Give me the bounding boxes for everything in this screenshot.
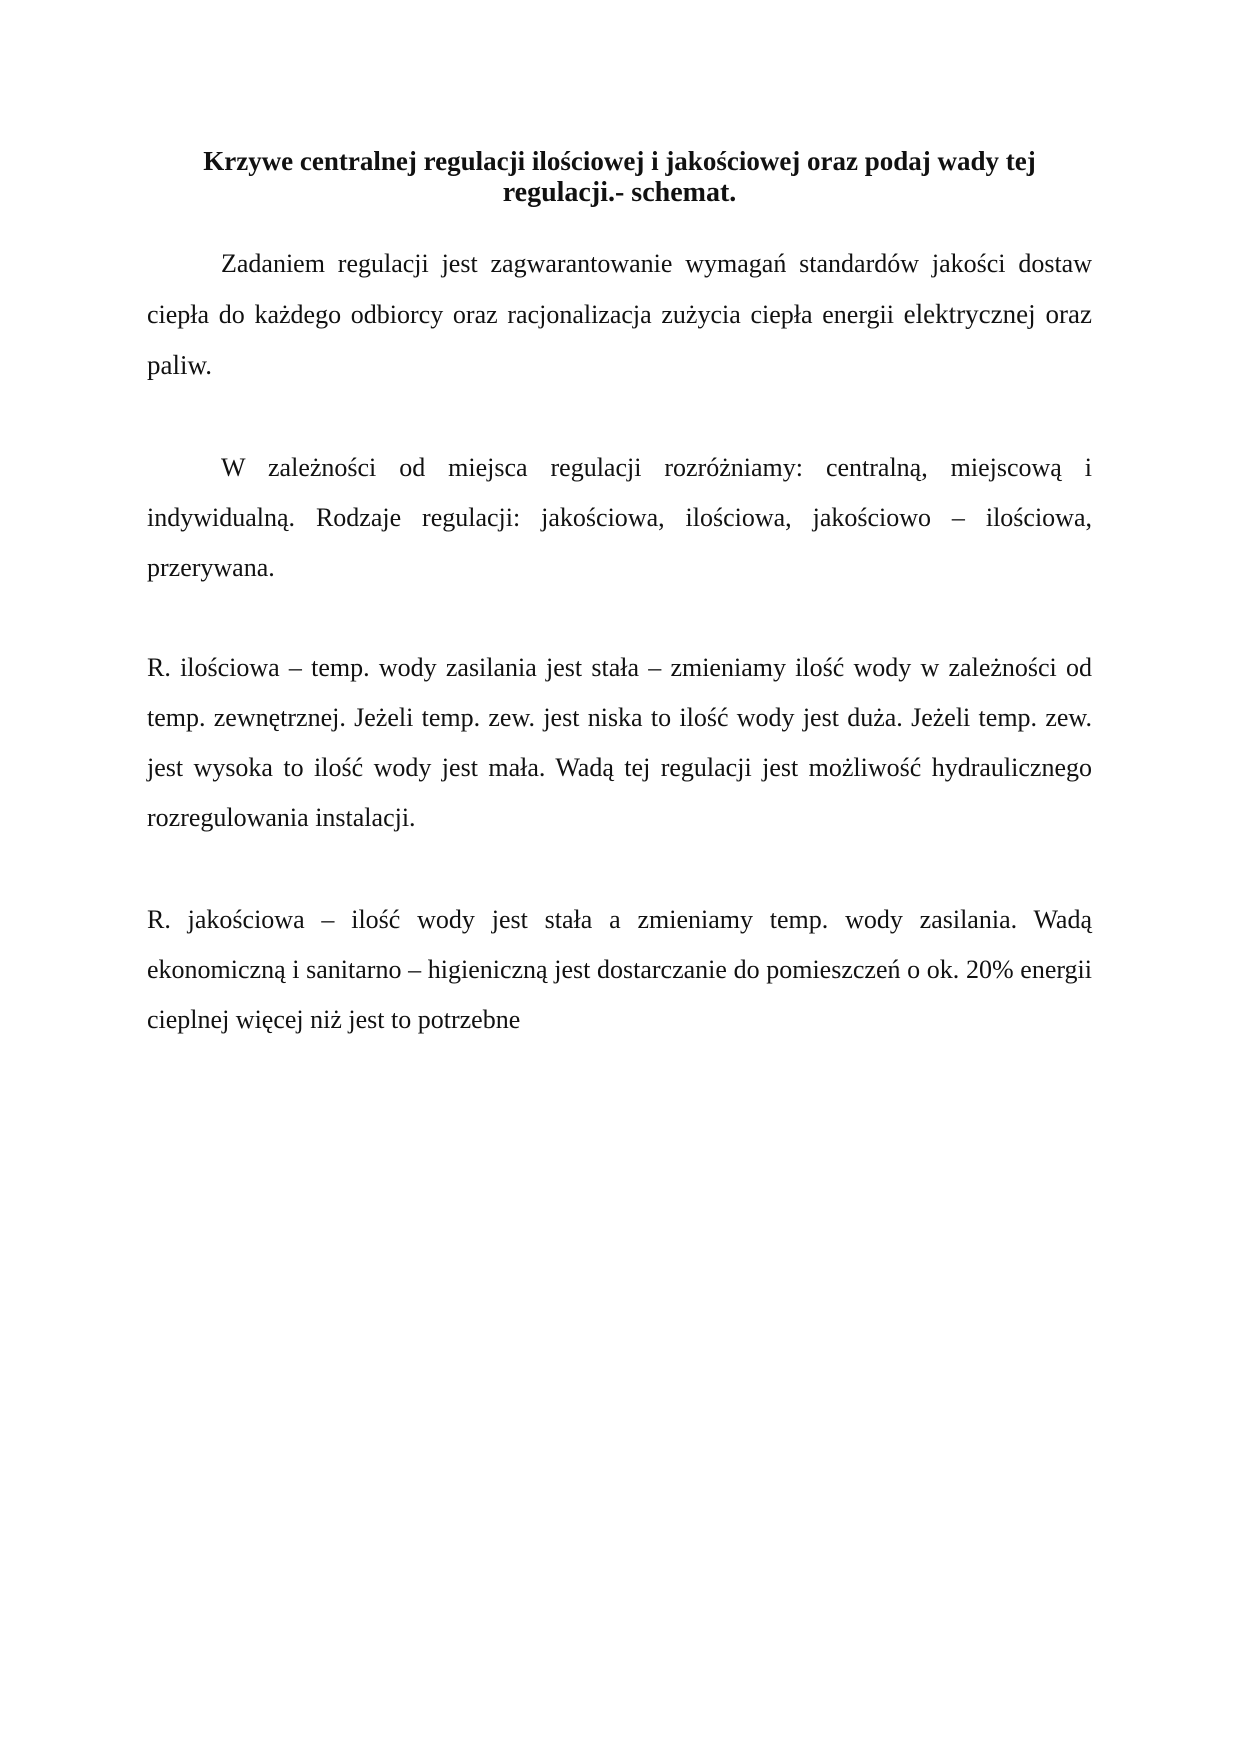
qualitative-regulation-paragraph: R. jakościowa – ilość wody jest stała a zmieniamy temp. wody zasilania. Wadą ekonomiczną i sanitarno – higieniczną jest dostarczanie do pomieszczeń o ok. 20% energii cieplnej więcej niż jest to potrzebne — [147, 905, 1092, 1034]
document-content — [147, 145, 1092, 1045]
intro-paragraph — [147, 239, 1092, 391]
intro-text: Zadaniem regulacji jest zagwarantowanie wymagań standardów jakości dostaw ciepła do każdego odbiorcy oraz racjonalizacja zużycia ciepła energii — [147, 249, 1092, 329]
title-line-2: regulacji.- schemat. — [502, 177, 737, 208]
title-line-1: Krzywe centralnej regulacji ilościowej i jakościowej oraz podaj wady tej — [203, 146, 1036, 176]
intro-emphasis: elektrycznej oraz paliw. — [147, 299, 1092, 380]
quantitative-regulation-paragraph: R. ilościowa – temp. wody zasilania jest stała – zmieniamy ilość wody w zależności od temp. zewnętrznej. Jeżeli temp. zew. jest niska to ilość wody jest duża. Jeżeli temp. zew. jest wysoka to ilość wody jest mała. Wadą tej regulacji jest możliwość hydraulicznego rozregulowania instalacji. — [147, 653, 1092, 832]
regulation-types-paragraph: W zależności od miejsca regulacji rozróżniamy: centralną, miejscową i indywidualną. Rodzaje regulacji: jakościowa, ilościowa, jakościowo – ilościowa, przerywana. — [147, 453, 1092, 582]
document-title — [147, 145, 1092, 209]
